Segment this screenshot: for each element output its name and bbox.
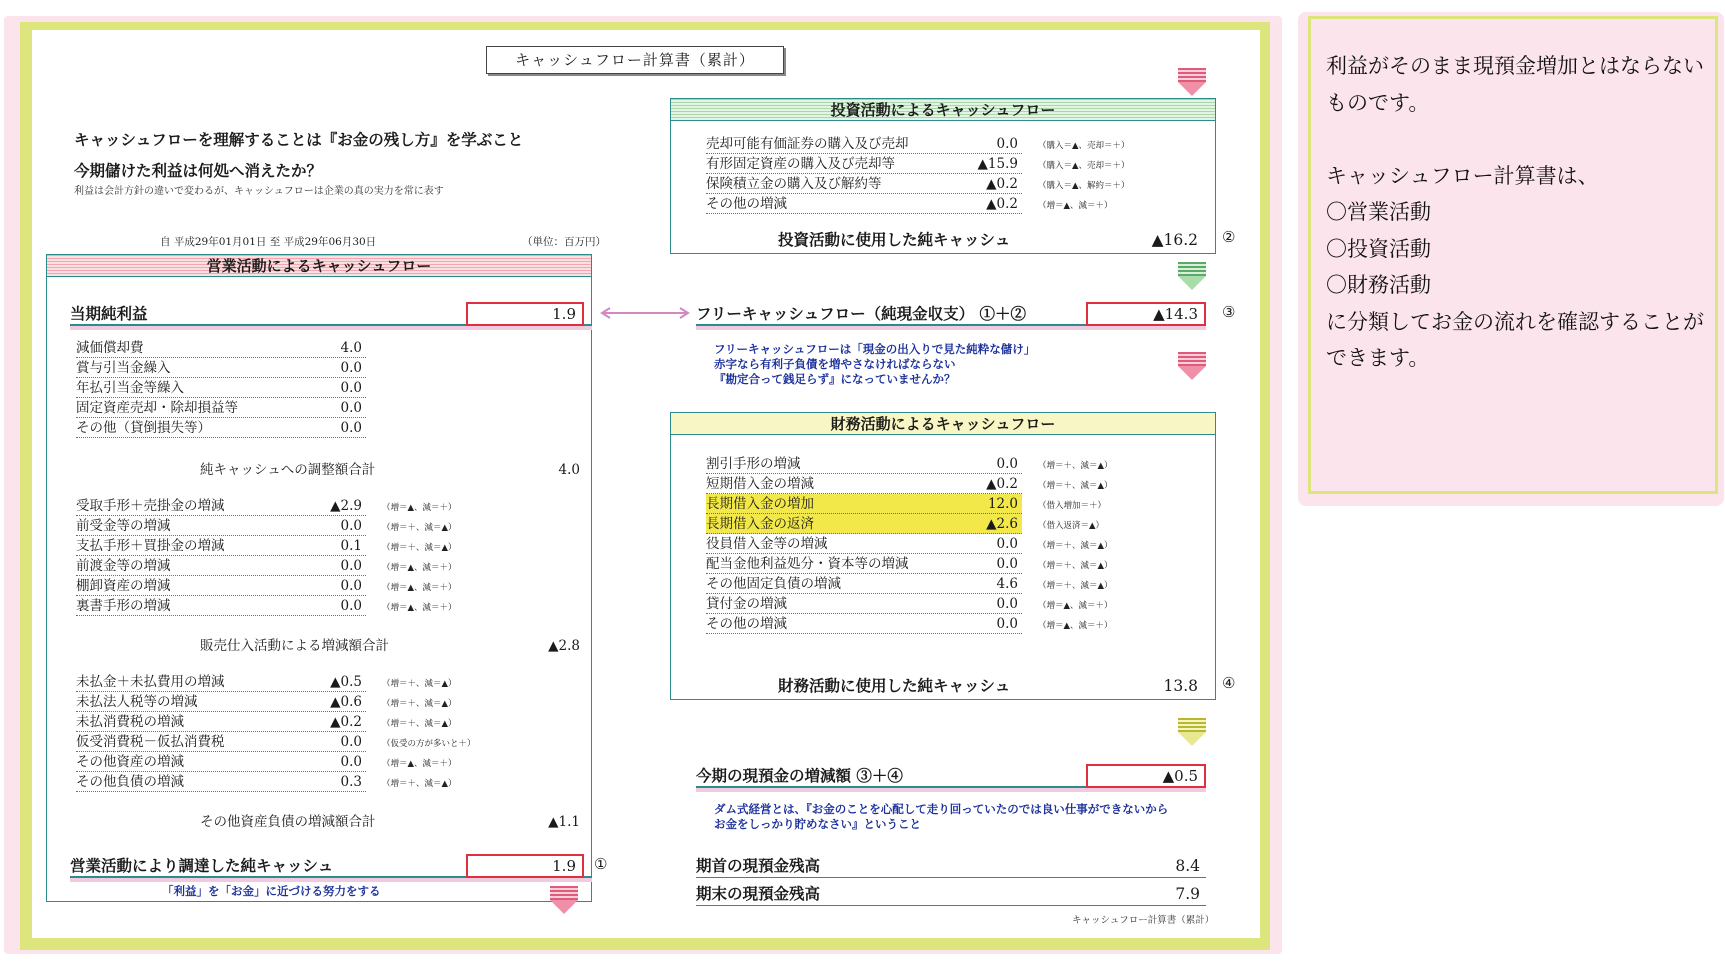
row-line: [706, 534, 1022, 554]
row-line: [76, 672, 366, 692]
table-row: [76, 378, 376, 398]
row-line: [76, 358, 366, 378]
row-line: [76, 398, 366, 418]
operating-footer-note: 「利益」を「お金」に近づける努力をする: [162, 884, 381, 898]
table-row: [76, 496, 596, 516]
net-income-label: 当期純利益: [70, 304, 148, 323]
row-value: ▲0.5: [330, 674, 362, 690]
row-sign-note: （増＝▲、減＝＋）: [382, 583, 457, 593]
table-row: [76, 596, 596, 616]
row-label: 前渡金等の増減: [76, 558, 171, 574]
row-label: 割引手形の増減: [706, 456, 801, 472]
table-row: [706, 574, 1196, 594]
down-arrow-icon: [1178, 68, 1206, 96]
financing-result-mark: ④: [1222, 674, 1236, 692]
row-sign-note: （購入＝▲、解約＝＋）: [1038, 181, 1130, 191]
row-label: その他の増減: [706, 616, 787, 632]
row-value: 0.0: [340, 598, 362, 614]
row-value: ▲2.9: [330, 498, 362, 514]
financing-result-value: 13.8: [1163, 677, 1198, 695]
row-label: 受取手形＋売掛金の増減: [76, 498, 225, 514]
row-value: 4.0: [340, 340, 362, 356]
row-label: その他（貸倒損失等）: [76, 420, 211, 436]
table-row: [76, 418, 376, 438]
free-cf-note-2: 赤字なら有利子負債を増やさなければならない: [714, 357, 956, 371]
table-row: [76, 536, 596, 556]
row-sign-note: （増＝＋、減＝▲）: [382, 699, 457, 709]
row-line: [706, 554, 1022, 574]
adjust-total-row: [200, 460, 584, 480]
table-row: [76, 358, 376, 378]
sales-total-row: [200, 636, 584, 656]
row-label: 長期借入金の増加: [706, 496, 814, 512]
row-line: [706, 614, 1022, 634]
table-row: [706, 194, 1196, 214]
double-arrow-icon: [598, 306, 692, 320]
row-label: 貸付金の増減: [706, 596, 787, 612]
operating-header: 営業活動によるキャッシュフロー: [47, 255, 591, 277]
row-value: ▲2.6: [986, 516, 1018, 532]
row-value: ▲0.2: [986, 476, 1018, 492]
row-value: ▲0.6: [330, 694, 362, 710]
row-sign-note: （仮受の方が多いと＋）: [382, 739, 476, 749]
opening-balance-row: [696, 854, 1206, 878]
row-value: 0.0: [340, 420, 362, 436]
table-row: [706, 494, 1196, 514]
row-label: 支払手形＋買掛金の増減: [76, 538, 225, 554]
row-value: 4.6: [996, 576, 1018, 592]
row-line: [706, 574, 1022, 594]
row-label: 前受金等の増減: [76, 518, 171, 534]
financing-result-label: 財務活動に使用した純キャッシュ: [778, 676, 1011, 695]
investing-result-mark: ②: [1222, 228, 1236, 246]
row-label: 未払法人税等の増減: [76, 694, 198, 710]
investing-header: 投資活動によるキャッシュフロー: [671, 99, 1215, 121]
table-row: [76, 772, 596, 792]
free-cf-label: フリーキャッシュフロー（純現金収支） ①＋②: [696, 304, 1026, 323]
row-sign-note: （増＝＋、減＝▲）: [1038, 461, 1113, 471]
row-value: 0.0: [340, 518, 362, 534]
row-line: [76, 692, 366, 712]
row-line: [706, 594, 1022, 614]
row-value: 0.0: [340, 400, 362, 416]
down-arrow-icon: [1178, 718, 1206, 746]
table-row: [76, 692, 596, 712]
operating-result-label: 営業活動により調達した純キャッシュ: [70, 856, 334, 875]
investing-result-value: ▲16.2: [1151, 231, 1198, 249]
row-label: 配当金他利益処分・資本等の増減: [706, 556, 909, 572]
row-label: 短期借入金の増減: [706, 476, 814, 492]
row-sign-note: （借入増加＝＋）: [1038, 501, 1107, 511]
row-value: 12.0: [987, 496, 1018, 512]
row-label: その他の増減: [706, 196, 787, 212]
row-sign-note: （増＝＋、減＝▲）: [1038, 561, 1113, 571]
row-sign-note: （増＝＋、減＝▲）: [382, 779, 457, 789]
row-line: [76, 378, 366, 398]
financing-header: 財務活動によるキャッシュフロー: [671, 413, 1215, 435]
row-sign-note: （増＝＋、減＝▲）: [382, 719, 457, 729]
row-value: 0.0: [996, 596, 1018, 612]
row-value: 0.0: [996, 456, 1018, 472]
table-row: [76, 398, 376, 418]
table-row: [76, 576, 596, 596]
side-note-text: 利益がそのまま現預金増加とはならないものです。 キャッシュフロー計算書は、 〇営業活動 〇投資活動 〇財務活動 に分類してお金の流れを確認することができます。: [1326, 54, 1704, 370]
row-label: 未払消費税の増減: [76, 714, 184, 730]
row-line: [76, 772, 366, 792]
row-value: 0.0: [340, 558, 362, 574]
row-line: [706, 474, 1022, 494]
row-line: [706, 134, 1022, 154]
row-value: 0.0: [340, 734, 362, 750]
row-value: 0.0: [996, 136, 1018, 152]
table-row: [706, 554, 1196, 574]
table-row: [76, 338, 376, 358]
intro-subtext: 利益は会計方針の違いで変わるが、キャッシュフローは企業の真の実力を常に表す: [74, 186, 444, 197]
investing-result-label: 投資活動に使用した純キャッシュ: [778, 230, 1011, 249]
cash-change-value: ▲0.5: [1086, 764, 1206, 788]
table-row: [706, 154, 1196, 174]
row-value: 0.0: [340, 360, 362, 376]
investing-result-row: [778, 228, 1198, 252]
row-value: ▲0.2: [330, 714, 362, 730]
row-label: その他固定負債の増減: [706, 576, 841, 592]
unit-label: （単位：百万円）: [522, 236, 606, 248]
table-row: [76, 516, 596, 536]
row-value: 0.0: [340, 380, 362, 396]
row-line: [706, 454, 1022, 474]
row-line: [76, 338, 366, 358]
row-label: 減価償却費: [76, 340, 144, 356]
row-value: ▲0.2: [986, 176, 1018, 192]
cash-change-note-2: お金をしっかり貯めなさい』ということ: [714, 817, 921, 831]
row-sign-note: （増＝▲、減＝＋）: [1038, 601, 1113, 611]
row-sign-note: （増＝▲、減＝＋）: [382, 503, 457, 513]
other-total-value: ▲1.1: [548, 814, 580, 830]
row-sign-note: （借入返済＝▲）: [1038, 521, 1105, 531]
row-line: [76, 418, 366, 438]
row-sign-note: （増＝＋、減＝▲）: [1038, 541, 1113, 551]
row-label: その他負債の増減: [76, 774, 184, 790]
table-row: [76, 672, 596, 692]
operating-result-value: 1.9: [466, 854, 584, 878]
row-line: [76, 596, 366, 616]
row-label: 固定資産売却・除却損益等: [76, 400, 238, 416]
down-arrow-icon: [1178, 352, 1206, 380]
row-line: [706, 194, 1022, 214]
row-label: 売却可能有価証券の購入及び売却: [706, 136, 909, 152]
row-line: [706, 514, 1022, 534]
row-line: [76, 732, 366, 752]
period-range: 自 平成29年01月01日 至 平成29年06月30日: [160, 236, 377, 248]
row-sign-note: （増＝＋、減＝▲）: [382, 523, 457, 533]
row-sign-note: （購入＝▲、売却＝＋）: [1038, 141, 1130, 151]
footer-caption: キャッシュフロー計算書（累計）: [1072, 915, 1215, 926]
down-arrow-icon: [550, 886, 578, 914]
row-line: [76, 496, 366, 516]
row-sign-note: （増＝▲、減＝＋）: [382, 603, 457, 613]
row-label: 有形固定資産の購入及び売却等: [706, 156, 895, 172]
row-value: 0.1: [340, 538, 362, 554]
adjust-total-label: 純キャッシュへの調整額合計: [200, 462, 376, 478]
row-label: 棚卸資産の増減: [76, 578, 171, 594]
table-row: [706, 454, 1196, 474]
row-sign-note: （増＝▲、減＝＋）: [382, 759, 457, 769]
row-value: ▲0.2: [986, 196, 1018, 212]
table-row: [706, 174, 1196, 194]
row-value: 0.0: [340, 578, 362, 594]
row-line: [76, 516, 366, 536]
free-cf-note-1: フリーキャッシュフローは「現金の出入りで見た純粋な儲け」: [714, 342, 1036, 356]
row-sign-note: （増＝＋、減＝▲）: [1038, 481, 1113, 491]
opening-balance-value: 8.4: [1175, 857, 1200, 875]
table-row: [706, 594, 1196, 614]
row-label: 賞与引当金繰入: [76, 360, 171, 376]
sales-total-value: ▲2.8: [548, 638, 580, 654]
row-label: その他資産の増減: [76, 754, 184, 770]
row-sign-note: （増＝▲、減＝＋）: [1038, 621, 1113, 631]
row-value: 0.0: [996, 616, 1018, 632]
row-label: 長期借入金の返済: [706, 516, 814, 532]
cash-change-note-1: ダム式経営とは、『お金のことを心配して走り回っていたのでは良い仕事ができないから: [714, 802, 1169, 816]
opening-balance-label: 期首の現預金残高: [696, 856, 821, 875]
table-row: [706, 614, 1196, 634]
intro-question: 今期儲けた利益は何処へ消えたか？: [74, 161, 323, 180]
row-sign-note: （増＝▲、減＝＋）: [1038, 201, 1113, 211]
closing-balance-label: 期末の現預金残高: [696, 884, 821, 903]
row-value: 0.0: [996, 536, 1018, 552]
free-cf-mark: ③: [1222, 303, 1236, 321]
row-value: ▲15.9: [977, 156, 1018, 172]
row-label: 保険積立金の購入及び解約等: [706, 176, 882, 192]
table-row: [706, 474, 1196, 494]
row-label: 仮受消費税－仮払消費税: [76, 734, 225, 750]
row-line: [76, 536, 366, 556]
closing-balance-row: [696, 882, 1206, 906]
row-line: [76, 576, 366, 596]
table-row: [76, 732, 596, 752]
row-sign-note: （購入＝▲、売却＝＋）: [1038, 161, 1130, 171]
financing-result-row: [778, 674, 1198, 698]
other-total-label: その他資産負債の増減額合計: [200, 814, 376, 830]
adjust-total-value: 4.0: [558, 462, 580, 478]
document-title: キャッシュフロー計算書（累計）: [486, 46, 784, 74]
sales-total-label: 販売仕入活動による増減額合計: [200, 638, 389, 654]
row-line: [706, 154, 1022, 174]
table-row: [76, 556, 596, 576]
net-income-value: 1.9: [466, 302, 584, 326]
row-value: 0.0: [340, 754, 362, 770]
row-line: [76, 752, 366, 772]
row-sign-note: （増＝＋、減＝▲）: [382, 543, 457, 553]
operating-result-mark: ①: [594, 855, 608, 873]
other-total-row: [200, 812, 584, 832]
free-cf-value: ▲14.3: [1086, 302, 1206, 326]
table-row: [706, 534, 1196, 554]
row-label: 年払引当金等繰入: [76, 380, 184, 396]
free-cf-note-3: 『勘定合って銭足らず』になっていませんか？: [714, 372, 956, 386]
row-line: [76, 712, 366, 732]
row-label: 未払金＋未払費用の増減: [76, 674, 225, 690]
row-sign-note: （増＝＋、減＝▲）: [1038, 581, 1113, 591]
row-line: [706, 174, 1022, 194]
table-row: [706, 514, 1196, 534]
table-row: [76, 752, 596, 772]
down-arrow-icon: [1178, 262, 1206, 290]
row-line: [706, 494, 1022, 514]
row-value: 0.3: [340, 774, 362, 790]
table-row: [76, 712, 596, 732]
row-sign-note: （増＝＋、減＝▲）: [382, 679, 457, 689]
row-line: [76, 556, 366, 576]
table-row: [706, 134, 1196, 154]
row-value: 0.0: [996, 556, 1018, 572]
intro-headline: キャッシュフローを理解することは『お金の残し方』を学ぶこと: [74, 130, 524, 149]
row-label: 役員借入金等の増減: [706, 536, 828, 552]
row-sign-note: （増＝▲、減＝＋）: [382, 563, 457, 573]
closing-balance-value: 7.9: [1175, 885, 1200, 903]
cash-change-label: 今期の現預金の増減額 ③＋④: [696, 766, 903, 785]
row-label: 裏書手形の増減: [76, 598, 171, 614]
